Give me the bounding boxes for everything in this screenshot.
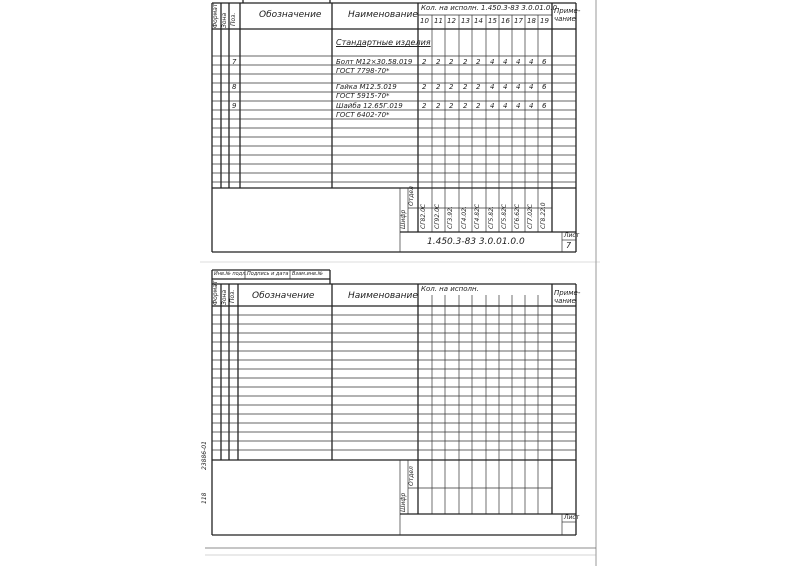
sheet2-grid — [212, 270, 581, 535]
sheet-label: Лист — [564, 514, 580, 521]
header-zone: Зона — [221, 289, 228, 305]
side-number: 23886-01 — [201, 441, 208, 470]
row-qty: 2 — [463, 102, 468, 110]
row-name: Гайка М12.5.019 — [336, 83, 397, 91]
row-qty: 4 — [516, 58, 521, 66]
stamp-sign: Подпись и дата — [247, 271, 289, 277]
code-cell: СГ92.0С — [434, 203, 441, 229]
row-qty: 2 — [422, 58, 427, 66]
col-18: 18 — [527, 17, 536, 25]
row-qty: 2 — [449, 102, 454, 110]
code-cell: СГ5.82. — [488, 206, 495, 229]
sheet-label: Лист — [564, 232, 580, 239]
row-qty: 4 — [516, 83, 521, 91]
header-format: Формат — [212, 3, 219, 28]
row-pos: 9 — [232, 102, 237, 110]
row-qty: 2 — [476, 102, 481, 110]
header-qty-title: Кол. на исполн. 1.450.3-83 3.0.01.0.0 — [421, 4, 558, 12]
col-15: 15 — [488, 17, 497, 25]
row-qty: 2 — [436, 58, 441, 66]
stamp-replace: Взам.инв.№ — [292, 271, 323, 277]
header-note: Приме-чание — [554, 289, 581, 305]
row-qty: 4 — [529, 83, 534, 91]
row-qty: 4 — [516, 102, 521, 110]
row-qty: 2 — [436, 83, 441, 91]
cipher-label: Шифр — [400, 209, 407, 229]
row-qty: 4 — [490, 102, 495, 110]
header-note: Приме-чание — [554, 7, 581, 23]
row-qty: 2 — [422, 83, 427, 91]
header-pos: Поз. — [229, 289, 236, 303]
otdel-label: Отдел — [408, 186, 415, 206]
row-qty: 6 — [542, 83, 547, 91]
col-16: 16 — [501, 17, 510, 25]
row-qty: 2 — [463, 58, 468, 66]
row-qty: 4 — [503, 83, 508, 91]
otdel-label: Отдел — [408, 466, 415, 486]
col-14: 14 — [474, 17, 483, 25]
row-qty: 2 — [449, 58, 454, 66]
row-qty: 2 — [476, 58, 481, 66]
row-qty: 4 — [529, 58, 534, 66]
cipher-label: Шифр — [400, 492, 407, 512]
col-10: 10 — [420, 17, 429, 25]
row-qty: 4 — [529, 102, 534, 110]
side-small: 118 — [201, 492, 208, 504]
row-qty: 4 — [490, 83, 495, 91]
header-designation: Обозначение — [259, 10, 322, 20]
header-format: Формат — [212, 280, 219, 305]
row-qty: 2 — [463, 83, 468, 91]
row-qty: 2 — [476, 83, 481, 91]
stamp-inv: Инв.№ подл. — [214, 271, 247, 277]
header-designation: Обозначение — [252, 291, 315, 301]
doc-number: 1.450.3-83 3.0.01.0.0 — [427, 237, 525, 247]
code-cell: СГ6.62С — [514, 203, 521, 229]
row-name: Болт М12×30.58.019 — [336, 58, 413, 66]
code-cell: СГ82.0С — [420, 203, 427, 229]
row-qty: 2 — [449, 83, 454, 91]
row-qty: 4 — [490, 58, 495, 66]
code-cell: СГ8.22.0 — [540, 202, 547, 229]
row-pos: 7 — [232, 58, 237, 66]
row-qty: 6 — [542, 58, 547, 66]
row-standard: ГОСТ 7798-70* — [336, 67, 390, 75]
col-11: 11 — [434, 17, 443, 25]
col-19: 19 — [540, 17, 549, 25]
row-qty: 2 — [436, 102, 441, 110]
sheet-number: 7 — [566, 241, 572, 250]
row-standard: ГОСТ 6402-70* — [336, 111, 390, 119]
col-17: 17 — [514, 17, 523, 25]
code-cell: СГ4.82С — [474, 203, 481, 229]
header-qty-title: Кол. на исполн. — [421, 285, 479, 293]
col-13: 13 — [461, 17, 470, 25]
row-qty: 2 — [422, 102, 427, 110]
header-pos: Поз. — [230, 12, 237, 26]
code-cell: СГ5.82С — [501, 203, 508, 229]
row-qty: 4 — [503, 102, 508, 110]
col-12: 12 — [447, 17, 456, 25]
code-cell: СГ4.02. — [461, 206, 468, 229]
row-name: Шайба 12.65Г.019 — [336, 102, 403, 110]
header-zone: Зона — [221, 12, 228, 28]
row-standard: ГОСТ 5915-70* — [336, 92, 390, 100]
code-cell: СГ7.02С — [527, 203, 534, 229]
row-pos: 8 — [232, 83, 237, 91]
header-name: Наименование — [348, 10, 418, 20]
section-title: Стандартные изделия — [336, 38, 431, 47]
row-qty: 6 — [542, 102, 547, 110]
row-qty: 4 — [503, 58, 508, 66]
code-cell: СГ3.92. — [447, 206, 454, 229]
header-name: Наименование — [348, 291, 418, 301]
